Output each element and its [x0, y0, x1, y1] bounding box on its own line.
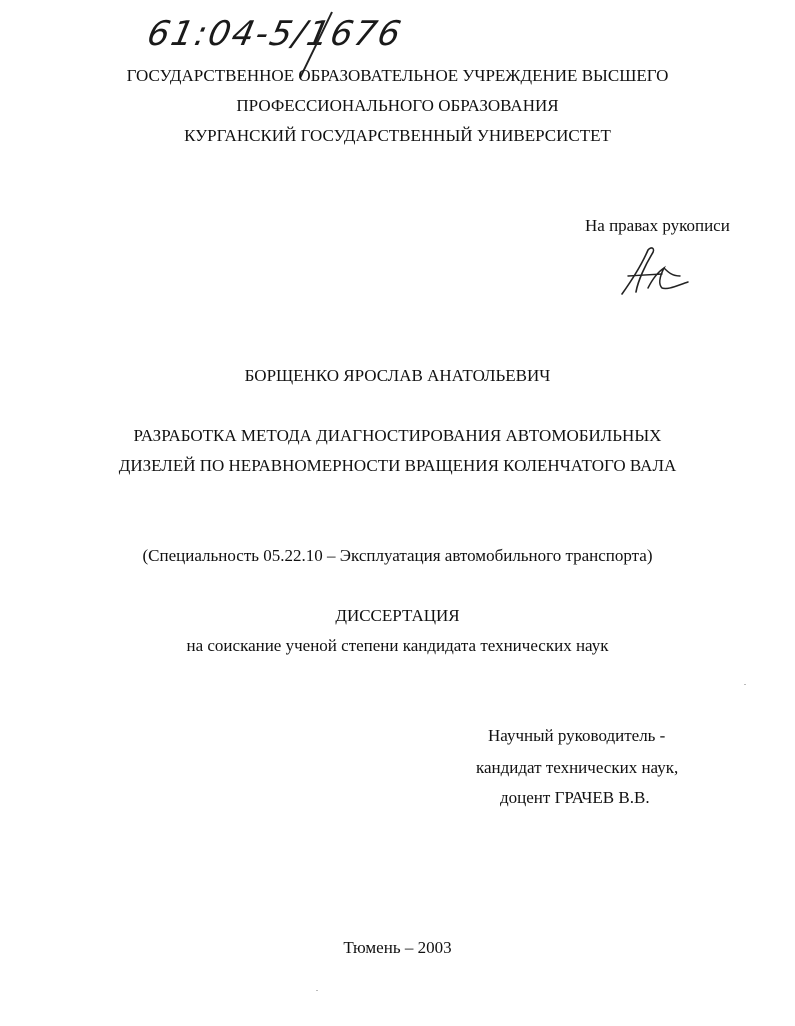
scan-speck	[316, 990, 318, 991]
title-line-2: ДИЗЕЛЕЙ ПО НЕРАВНОМЕРНОСТИ ВРАЩЕНИЯ КОЛЕНЧАТОГО ВАЛА	[118, 456, 677, 475]
manuscript-note: На правах рукописи	[585, 216, 730, 235]
header-line-2: ПРОФЕССИОНАЛЬНОГО ОБРАЗОВАНИЯ	[236, 96, 559, 115]
header-line-1: ГОСУДАРСТВЕННОЕ ОБРАЗОВАТЕЛЬНОЕ УЧРЕЖДЕНИЕ ВЫСШЕГО	[126, 66, 669, 85]
signature	[618, 246, 698, 298]
title-line-1: РАЗРАБОТКА МЕТОДА ДИАГНОСТИРОВАНИЯ АВТОМОБИЛЬНЫХ	[133, 426, 662, 445]
supervisor-degree: кандидат технических наук,	[476, 758, 679, 777]
archive-stamp: 61:04-5/1676	[143, 14, 407, 54]
header-line-3: КУРГАНСКИЙ ГОСУДАРСТВЕННЫЙ УНИВЕРСИСТЕТ	[184, 126, 611, 145]
supervisor-name: доцент ГРАЧЕВ В.В.	[500, 788, 650, 807]
scan-speck	[744, 684, 746, 685]
supervisor-role: Научный руководитель -	[488, 726, 666, 745]
city-year: Тюмень – 2003	[343, 938, 452, 957]
specialty: (Специальность 05.22.10 – Эксплуатация автомобильного транспорта)	[142, 546, 653, 565]
degree-line: на соискание ученой степени кандидата технических наук	[186, 636, 609, 655]
document-type: ДИССЕРТАЦИЯ	[335, 606, 460, 625]
author-name: БОРЩЕНКО ЯРОСЛАВ АНАТОЛЬЕВИЧ	[244, 366, 551, 385]
